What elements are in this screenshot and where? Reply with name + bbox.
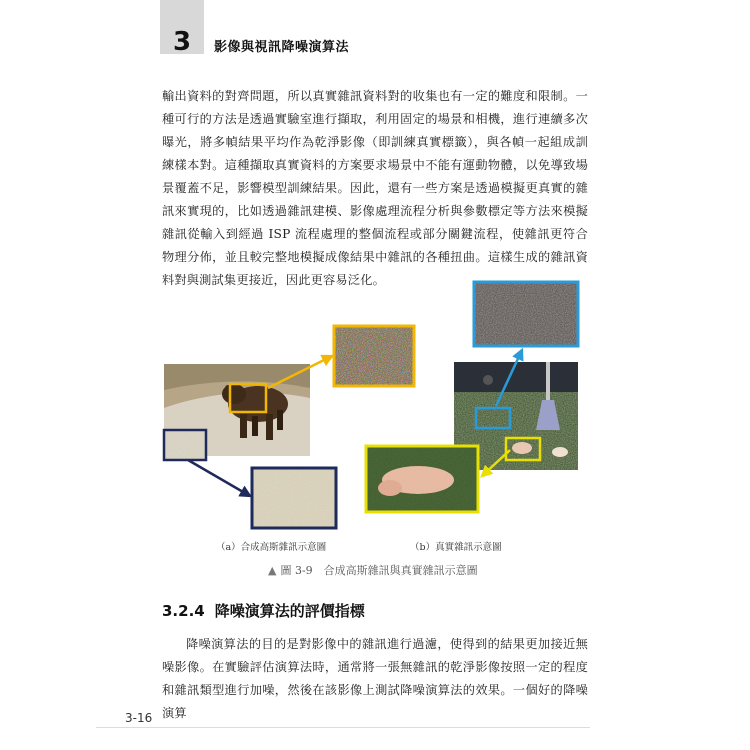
sub-caption-b: （b）真實雜訊示意圖 <box>410 542 502 553</box>
section-number: 3.2.4 <box>162 602 205 620</box>
navy-arrow-a <box>188 460 250 496</box>
figure-3-9 <box>150 280 590 550</box>
section-title: 降噪演算法的評價指標 <box>214 602 365 620</box>
zoom-crop-fur <box>334 326 414 386</box>
body-paragraph-2: 降噪演算法的目的是對影像中的雜訊進行過濾，使得到的結果更加接近無噪影像。在實驗評估演算法時，通常將一張無雜訊的乾淨影像按照一定的程度和雜訊類型進行加噪，然後在該影像上測試降噪演算法的效果。一個好的降噪演算 <box>162 637 588 720</box>
figure-caption-text: 圖 3-9 合成高斯雜訊與真實雜訊示意圖 <box>280 564 478 577</box>
triangle-icon: ▲ <box>268 564 277 577</box>
chapter-tab <box>160 0 204 57</box>
zoom-crop-blue <box>474 282 578 346</box>
figure-caption <box>268 562 478 578</box>
zoom-crop-ground <box>252 468 336 528</box>
chapter-title: 影像與視訊降噪演算法 <box>214 40 350 55</box>
page-number: 3-16 <box>125 711 153 725</box>
section-heading <box>162 600 365 621</box>
body-paragraph-1: 輸出資料的對齊問題，所以真實雜訊資料對的收集也有一定的難度和限制。一種可行的方法是透過實驗室進行擷取，利用固定的場景和相機，進行連續多次曝光，將多幀結果平均作為乾淨影像（即訓練真實標籤），與各幀一起組成訓練樣本對。這種擷取真實資料的方案要求場景中不能有運動物體，以免導致場景覆蓋不足，影響模型訓練結果。因此，還有一些方案是透過模擬更真實的雜訊來實現的，比如透過雜訊建模、影像處理流程分析與參數標定等方法來模擬雜訊從輸入到經過 ISP 流程處理的整個流程或部分關鍵流程，使雜訊更符合物理分佈，並且較完整地模擬成像結果中雜訊的各種扭曲。這樣生成的雜訊資料對與測試集更接近，因此更容易泛化。 <box>162 89 588 287</box>
zoom-crop-lime <box>366 446 478 512</box>
sub-caption-a: （a）合成高斯雜訊示意圖 <box>216 542 327 553</box>
footer-divider <box>96 727 590 728</box>
chapter-number: 3 <box>172 27 192 57</box>
